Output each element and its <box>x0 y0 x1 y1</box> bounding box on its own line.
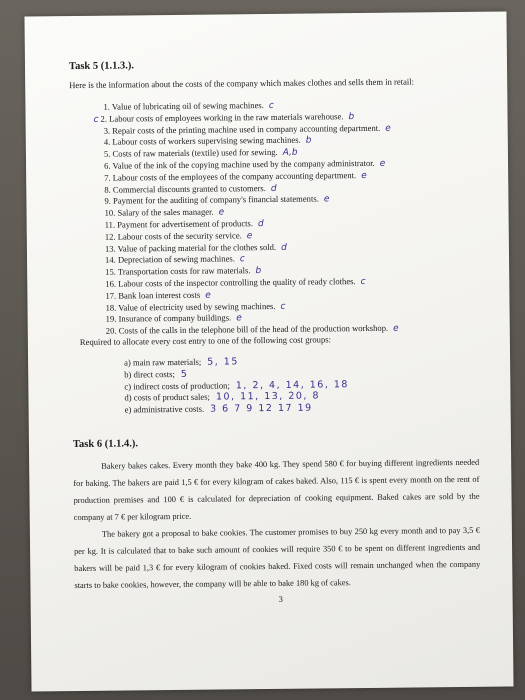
task5-lead: Here is the information about the costs of the company which makes clothes and sells them in retail: <box>69 76 415 91</box>
cost-group-c: c) indirect costs of production; 1, 2, 4, 14, 16, 18 <box>124 378 349 392</box>
page-number: 3 <box>278 593 283 604</box>
handwritten-answer: b <box>305 135 312 146</box>
handwritten-prefix: c <box>93 114 99 125</box>
list-item: 20. Costs of the calls in the telephone bill of the head of the production workshop. e <box>105 322 399 336</box>
list-item: 17. Bank loan interest costs e <box>105 289 211 301</box>
handwritten-answer: d <box>281 242 287 253</box>
handwritten-answer: d <box>257 219 264 230</box>
handwritten-answer: e <box>385 123 391 134</box>
list-item: 10. Salary of the sales manager. e <box>104 206 225 218</box>
list-item: 12. Labour costs of the security service. e <box>104 230 253 242</box>
task6-paragraph: The bakery got a proposal to bake cookies. The customer promises to buy 250 kg every month and to pay 3,5 € per kg. It is calculated that to bake such amount of cookies will require 350 € to be spent on different ingredients and bakers will be paid 1,3 € for every kilogram of cookies baked. Fixed costs will remain unchanged when the company starts to bake cookies, however, the company will be able to bake 180 kg of cakes. <box>74 525 481 591</box>
cost-groups <box>124 355 349 416</box>
handwritten-answer: e <box>323 194 330 205</box>
document-page <box>24 11 513 691</box>
handwritten-answer: e <box>218 207 225 218</box>
task6-paragraph: Bakery bakes cakes. Every month they bake 400 kg. They spend 580 € for buying different ingredients needed for baking. The bakers are paid 1,5 € for every kilogram of cakes baked. Also, 115 € is spent every month on the rent of production premises and 100 € is calculated for depreciation of cooking equipment. Baked cakes are sold by the company at 7 € per kilogram price. <box>73 457 480 523</box>
handwritten-answer: 5, 15 <box>207 356 239 368</box>
task5-cost-list <box>93 99 399 338</box>
list-item: 6. Value of the ink of the copying machine used by the company administrator. e <box>103 157 386 171</box>
list-item: c 2. Labour costs of employees working in the raw materials warehouse. b <box>93 111 355 125</box>
list-item: 4. Labour costs of workers supervising sewing machines. b <box>103 135 312 148</box>
handwritten-answer: c <box>280 301 286 312</box>
list-item: 11. Payment for advertisement of products. d <box>104 218 264 230</box>
handwritten-answer: e <box>246 230 253 241</box>
task5-required: Required to allocate every cost entry to one of the following cost groups: <box>79 334 331 347</box>
cost-group-e: e) administrative costs. 3 6 7 9 12 17 19 <box>124 402 313 415</box>
cost-group-d: d) costs of product sales; 10, 11, 13, 20, 8 <box>124 390 321 403</box>
handwritten-answer: 10, 11, 13, 20, 8 <box>215 390 321 403</box>
handwritten-answer: b <box>348 111 355 122</box>
list-item: 15. Transportation costs for raw materials. b <box>105 265 262 277</box>
task5-title: Task 5 (1.1.3.). <box>68 60 135 73</box>
list-item: 1. Value of lubricating oil of sewing machines. c <box>103 100 274 112</box>
list-item: 16. Labour costs of the inspector controlling the quality of ready clothes. c <box>105 276 366 289</box>
task6-title: Task 6 (1.1.4.). <box>72 438 138 451</box>
list-item: 14. Depreciation of sewing machines. c <box>104 253 245 266</box>
list-item: 19. Insurance of company buildings. e <box>105 312 242 325</box>
list-item: 5. Costs of raw materials (textile) used for sewing. A,b <box>103 147 298 159</box>
handwritten-answer: 3 6 7 9 12 17 19 <box>210 402 313 415</box>
handwritten-answer: c <box>360 276 366 287</box>
cost-group-a: a) main raw materials; 5, 15 <box>124 356 239 368</box>
handwritten-answer: c <box>239 254 245 265</box>
handwritten-answer: 5 <box>180 368 189 380</box>
list-item: 8. Commercial discounts granted to customers. d <box>104 182 277 195</box>
handwritten-answer: e <box>379 158 386 169</box>
list-item: 7. Labour costs of the employees of the company accounting department. e <box>104 169 367 183</box>
handwritten-answer: b <box>255 266 262 277</box>
handwritten-answer: e <box>361 170 367 181</box>
cost-group-b: b) direct costs; 5 <box>124 368 189 380</box>
handwritten-answer: e <box>393 323 399 334</box>
handwritten-answer: c <box>268 100 274 111</box>
handwritten-answer: e <box>236 313 242 324</box>
list-item: 3. Repair costs of the printing machine used in company accounting department. e <box>103 122 391 136</box>
task6-body <box>73 454 480 594</box>
list-item: 18. Value of electricity used by sewing machines. c <box>105 300 286 313</box>
handwritten-answer: A,b <box>282 147 298 159</box>
list-item: 9. Payment for the auditing of company's financial statements. e <box>104 193 330 207</box>
handwritten-answer: 1, 2, 4, 14, 16, 18 <box>235 378 349 391</box>
list-item: 13. Value of packing material for the clothes sold. d <box>104 241 287 254</box>
handwritten-answer: d <box>270 183 277 194</box>
handwritten-answer: e <box>205 290 211 301</box>
